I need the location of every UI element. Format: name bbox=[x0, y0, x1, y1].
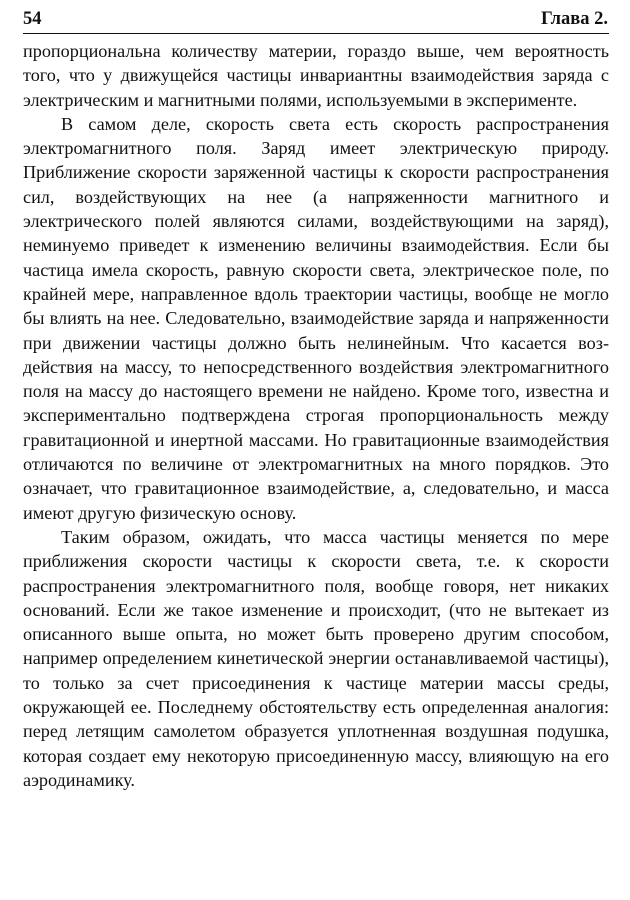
running-head bbox=[23, 8, 609, 34]
paragraph: Таким образом, ожидать, что масса частицы меняется по мере приближения скорости частицы к скорости света, т.е. к скорости распространения электромагнитного поля, вообще говоря, нет никаких оснований. Если же такое изменение и происходит, (что не вытекает из описанного выше опыта, но может быть проверено другим способом, например определением кинетической энергии останавливаемой частицы), то только за счет присоединения к частице материи массы среды, окружающей ее. Последнему обстоятельству есть определенная аналогия: перед летящим самолетом образуется уплотненная воздушная подушка, которая создает ему некоторую присоединенную массу, влияющую на его аэродинамику. bbox=[23, 526, 609, 790]
book-page bbox=[23, 8, 609, 792]
paragraph: В самом деле, скорость света есть скорость распространения электромагнитного поля. Заряд имеет электрическую природу. Приближение скорости заряженной частицы к скорости распространения сил, воздействующих на нее (а напряженности магнитного и электрического полей являются силами, воздействующими на заряд), неминуемо приведет к изменению величины взаимодействия. Если бы частица имела скорость, равную скорости света, электрическое поле, по крайней мере, направленное вдоль траектории частицы, вообще не могло бы влиять на нее. Следовательно, взаимодействие заряда и напряженности при движении частицы должно быть нелинейным. Что касается воздействия на массу, то непосредственного воздействия электромагнитного поля на массу до настоящего времени не найдено. Кроме того, известна и экспериментально подтверждена строгая пропорциональность между гравитационной и инертной массами. Но гравитационные взаимодействия отличаются по величине от электромагнитных на много порядков. Это означает, что гравитационное взаимодействие, а, следовательно, и масса имеют другую физическую основу. bbox=[23, 113, 609, 523]
chapter-title: Глава 2. bbox=[540, 9, 608, 29]
page-number: 54 bbox=[23, 9, 42, 29]
paragraph-continued: пропорциональна количеству материи, гораздо выше, чем вероятность того, что у движущейся частицы инвариантны взаимодействия заряда с электрическим и магнитными полями, используемыми в эксперименте. bbox=[23, 41, 609, 110]
body-text bbox=[23, 39, 609, 792]
